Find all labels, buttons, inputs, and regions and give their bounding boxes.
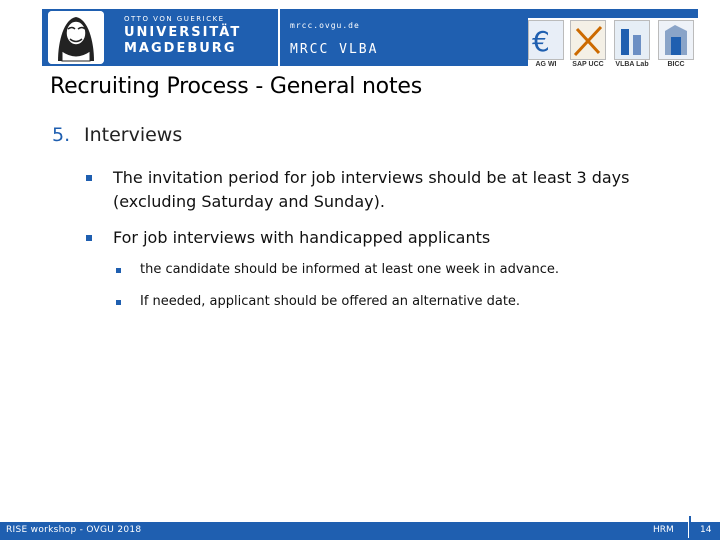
footer-divider	[688, 516, 691, 538]
bullet-text: For job interviews with handicapped applicants	[113, 228, 491, 247]
footer-topic: HRM	[653, 525, 674, 535]
partner-label-4: BICC	[667, 61, 685, 68]
university-line-1: OTTO VON GUERICKE	[124, 15, 225, 23]
vlba-lab-logo-icon	[614, 20, 650, 60]
sub-bullet-text: If needed, applicant should be offered an alternative date.	[140, 294, 521, 309]
partner-logos	[528, 18, 698, 73]
slide-title: Recruiting Process - General notes	[50, 74, 422, 99]
bullet-text: The invitation period for job interviews should be at least 3 days (excluding Saturday and Sunday).	[113, 168, 630, 211]
bullet-marker-icon	[86, 235, 92, 241]
footer-bar	[0, 522, 720, 540]
page-number: 14	[700, 525, 712, 535]
ag-wi-logo-icon	[528, 20, 564, 60]
sub-bullet-text: the candidate should be informed at least one week in advance.	[140, 262, 560, 277]
sub-bullet-marker-icon	[116, 268, 121, 273]
footer-event: RISE workshop - OVGU 2018	[6, 525, 142, 535]
header-brand: MRCC VLBA	[290, 42, 379, 57]
sub-bullet-item	[116, 261, 700, 279]
university-line-3: MAGDEBURG	[124, 41, 237, 56]
university-line-2: UNIVERSITÄT	[124, 25, 242, 40]
header-url[interactable]: mrcc.ovgu.de	[290, 21, 360, 30]
partner-label-1: AG WI	[535, 61, 557, 68]
banner-divider	[278, 9, 280, 66]
university-logo	[42, 9, 280, 66]
section-number: 5.	[52, 124, 71, 146]
section-heading	[52, 124, 182, 146]
section-title: Interviews	[84, 124, 183, 146]
svg-text:€: €	[532, 25, 550, 58]
sap-ucc-logo-icon	[570, 20, 606, 60]
partner-label-2: SAP UCC	[572, 61, 604, 68]
bicc-logo-icon	[658, 20, 694, 60]
sub-bullet-item	[116, 293, 700, 311]
partner-label-3: VLBA Lab	[615, 61, 649, 68]
bullet-marker-icon	[86, 175, 92, 181]
bullet-item	[86, 166, 693, 214]
portrait-image	[48, 11, 104, 64]
sub-bullet-marker-icon	[116, 300, 121, 305]
bullet-item	[86, 226, 693, 250]
